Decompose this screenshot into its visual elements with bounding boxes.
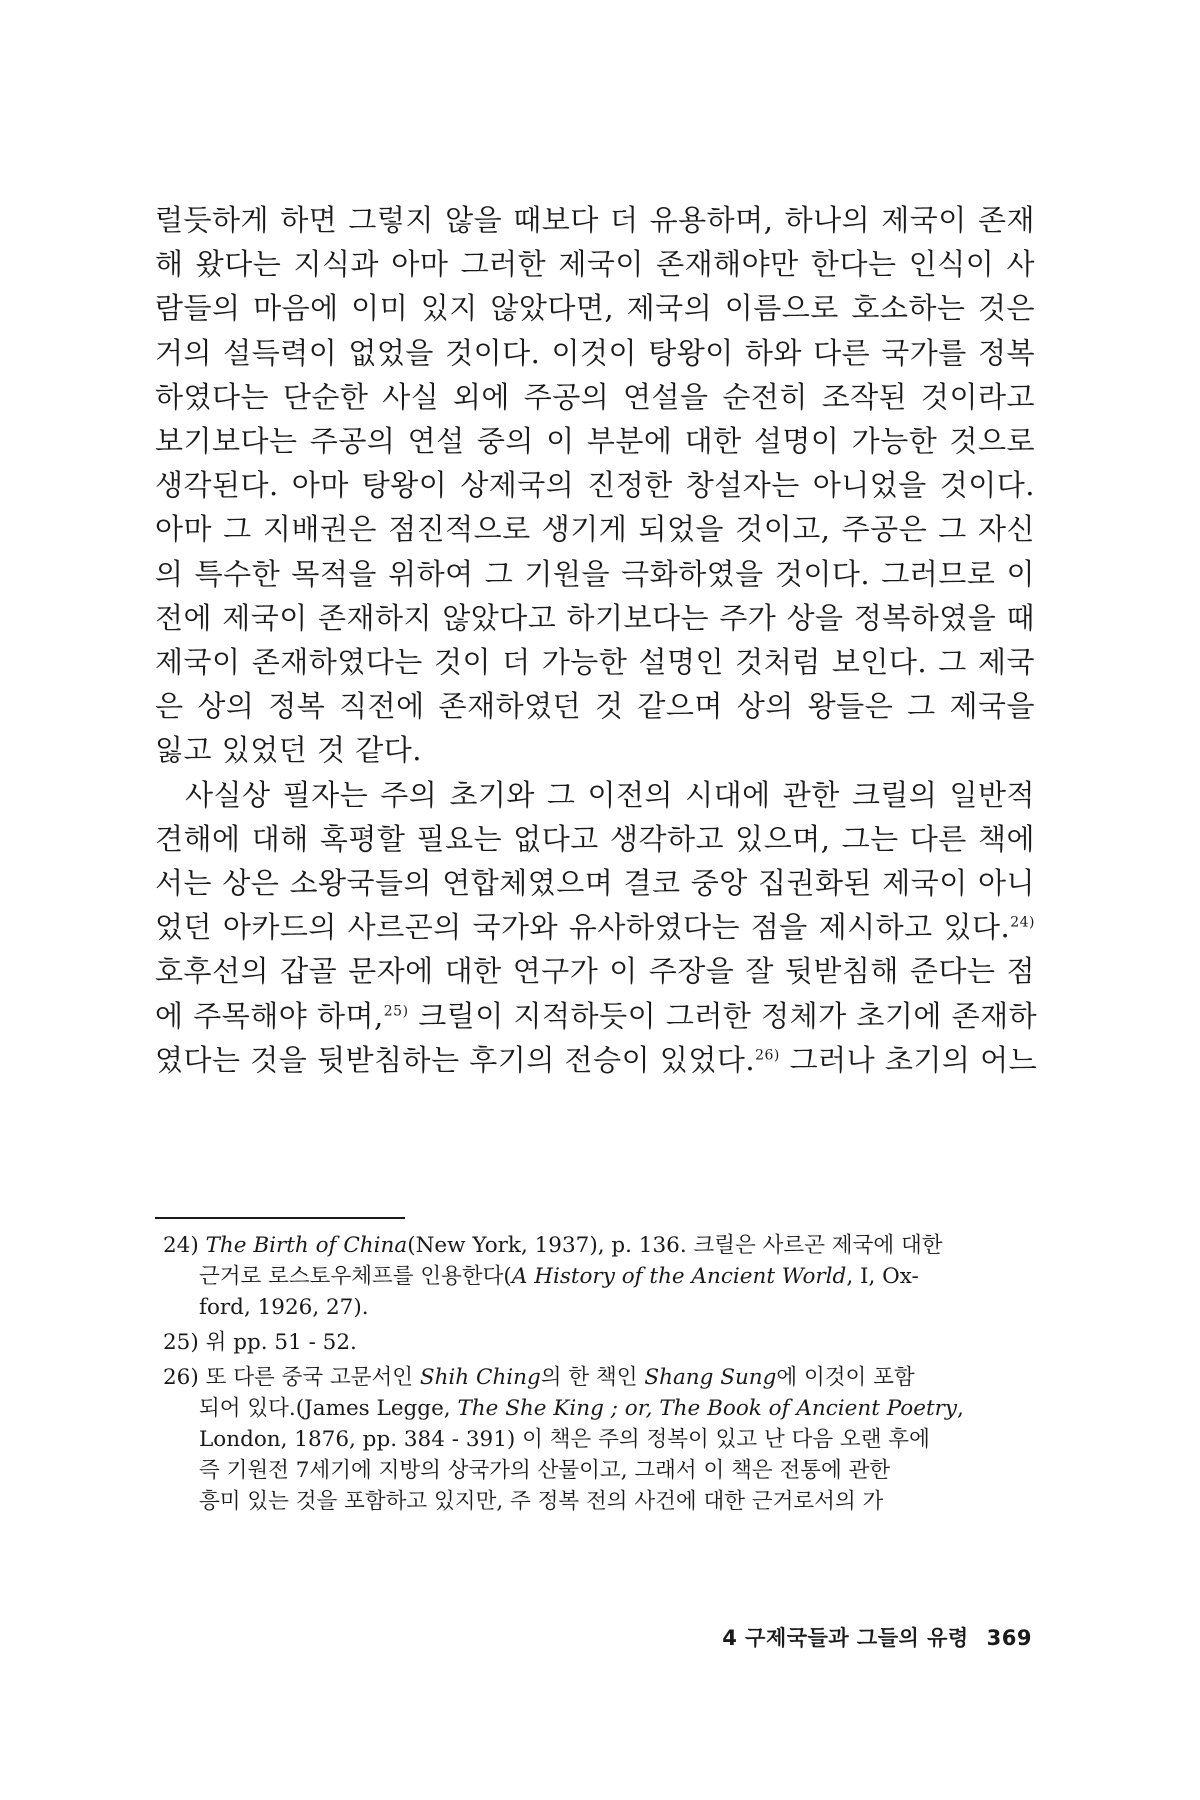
- book-title: A History of the Ancient World: [511, 1264, 847, 1289]
- footnote-line: [163, 1362, 1033, 1393]
- book-title: The Birth of China: [205, 1233, 408, 1258]
- text-segment: 또 다른 중국 고문서인: [205, 1365, 420, 1390]
- text-line: 잃고 있었던 것 같다.: [155, 733, 422, 768]
- text-line: 서는 상은 소왕국들의 연합체였으며 결코 중앙 집권화된 제국이 아니: [155, 866, 1035, 901]
- text-segment: , Ⅰ, Ox-: [846, 1264, 919, 1289]
- text-segment: 그러나 초기의 어느: [779, 1042, 1038, 1077]
- footnote-line: ford, 1926, 27).: [199, 1295, 369, 1320]
- footnote-number: 24): [163, 1233, 199, 1258]
- footnote-line: [163, 1327, 1033, 1358]
- footnote-ref-26[interactable]: 26): [755, 1047, 780, 1064]
- text-line: 호후선의 갑골 문자에 대한 연구가 이 주장을 잘 뒷받침해 준다는 점: [155, 954, 1035, 989]
- text-segment: 되어 있다.(James Legge,: [199, 1396, 458, 1421]
- footnote-number: 26): [163, 1365, 199, 1390]
- text-line: 은 상의 정복 직전에 존재하였던 것 같으며 상의 왕들은 그 제국을: [155, 689, 1035, 724]
- footnote-26: [163, 1362, 1033, 1517]
- text-line: [155, 905, 1035, 949]
- text-line: 람들의 마음에 이미 있지 않았다면, 제국의 이름으로 호소하는 것은: [155, 291, 1035, 326]
- paragraph-2: [155, 773, 1038, 1082]
- text-segment: (New York, 1937), p. 136. 크릴은 사르곤 제국에 대한: [407, 1233, 943, 1258]
- chapter-title: 4 구제국들과 그들의 유령: [722, 1626, 969, 1650]
- text-line: 하였다는 단순한 사실 외에 주공의 연설을 순전히 조작된 것이라고: [155, 379, 1035, 414]
- page-number: 369: [986, 1626, 1032, 1650]
- text-line: [155, 994, 1038, 1038]
- text-segment: 크릴이 지적하듯이 그러한 정체가 초기에 존재하: [408, 998, 1038, 1033]
- footnote-ref-24[interactable]: 24): [1010, 914, 1035, 931]
- text-line: [155, 1038, 1038, 1082]
- footnote-ref-25[interactable]: 25): [383, 1003, 409, 1019]
- footnotes: [163, 1230, 1033, 1521]
- paragraph-1: [155, 198, 1035, 773]
- text-line: 럴듯하게 하면 그렇지 않을 때보다 더 유용하며, 하나의 제국이 존재: [155, 203, 1035, 237]
- book-title: Shih Ching: [419, 1365, 541, 1390]
- footnote-number: 25): [163, 1330, 199, 1355]
- text-segment: 였다는 것을 뒷받침하는 후기의 전승이 있었다.: [155, 1042, 756, 1077]
- text-line: 생각된다. 아마 탕왕이 상제국의 진정한 창설자는 아니었을 것이다.: [155, 468, 1035, 503]
- text-line: 제국이 존재하였다는 것이 더 가능한 설명인 것처럼 보인다. 그 제국: [155, 645, 1035, 680]
- text-segment: 에 이것이 포함: [776, 1365, 915, 1390]
- text-line: 견해에 대해 혹평할 필요는 없다고 생각하고 있으며, 그는 다른 책에: [155, 821, 1035, 856]
- footnote-line: [163, 1230, 1033, 1261]
- footnote-line: London, 1876, pp. 384 - 391) 이 책은 주의 정복이 있고 난 다음 오랜 후에: [199, 1427, 930, 1452]
- text-line: 해 왔다는 지식과 아마 그러한 제국이 존재해야만 한다는 인식이 사: [155, 247, 1035, 282]
- book-title: Shang Sung: [644, 1365, 777, 1390]
- text-line: 거의 설득력이 없었을 것이다. 이것이 탕왕이 하와 다른 국가를 정복: [155, 335, 1035, 370]
- text-line: 아마 그 지배권은 점진적으로 생기게 되었을 것이고, 주공은 그 자신: [155, 512, 1035, 547]
- text-segment: 위 pp. 51 - 52.: [205, 1330, 357, 1355]
- text-segment: ,: [957, 1396, 964, 1421]
- running-footer: [722, 1622, 1032, 1652]
- footnote-line: [163, 1261, 1033, 1292]
- main-text: [155, 198, 1038, 1082]
- text-segment: 에 주목해야 하며,: [155, 998, 384, 1033]
- text-segment: 었던 아카드의 사르곤의 국가와 유사하였다는 점을 제시하고 있다.: [155, 910, 1011, 945]
- footnote-line: [163, 1393, 1033, 1424]
- text-line: 의 특수한 목적을 위하여 그 기원을 극화하였을 것이다. 그러므로 이: [155, 556, 1035, 591]
- book-title: The She King ; or, The Book of Ancient Poetry: [457, 1396, 958, 1421]
- text-line: 보기보다는 주공의 연설 중의 이 부분에 대한 설명이 가능한 것으로: [155, 424, 1035, 459]
- footnote-line: 흥미 있는 것을 포함하고 있지만, 주 정복 전의 사건에 대한 근거로서의 가: [199, 1489, 884, 1514]
- footnote-divider: [155, 1217, 405, 1219]
- text-line: 사실상 필자는 주의 초기와 그 이전의 시대에 관한 크릴의 일반적: [185, 777, 1035, 812]
- footnote-25: [163, 1327, 1033, 1358]
- text-segment: 의 한 책인: [540, 1365, 645, 1390]
- footnote-24: [163, 1230, 1033, 1323]
- text-segment: 근거로 로스토우체프를 인용한다(: [199, 1264, 512, 1289]
- text-line: 전에 제국이 존재하지 않았다고 하기보다는 주가 상을 정복하였을 때: [155, 600, 1035, 635]
- footnote-line: 즉 기원전 7세기에 지방의 상국가의 산물이고, 그래서 이 책은 전통에 관한: [199, 1458, 891, 1483]
